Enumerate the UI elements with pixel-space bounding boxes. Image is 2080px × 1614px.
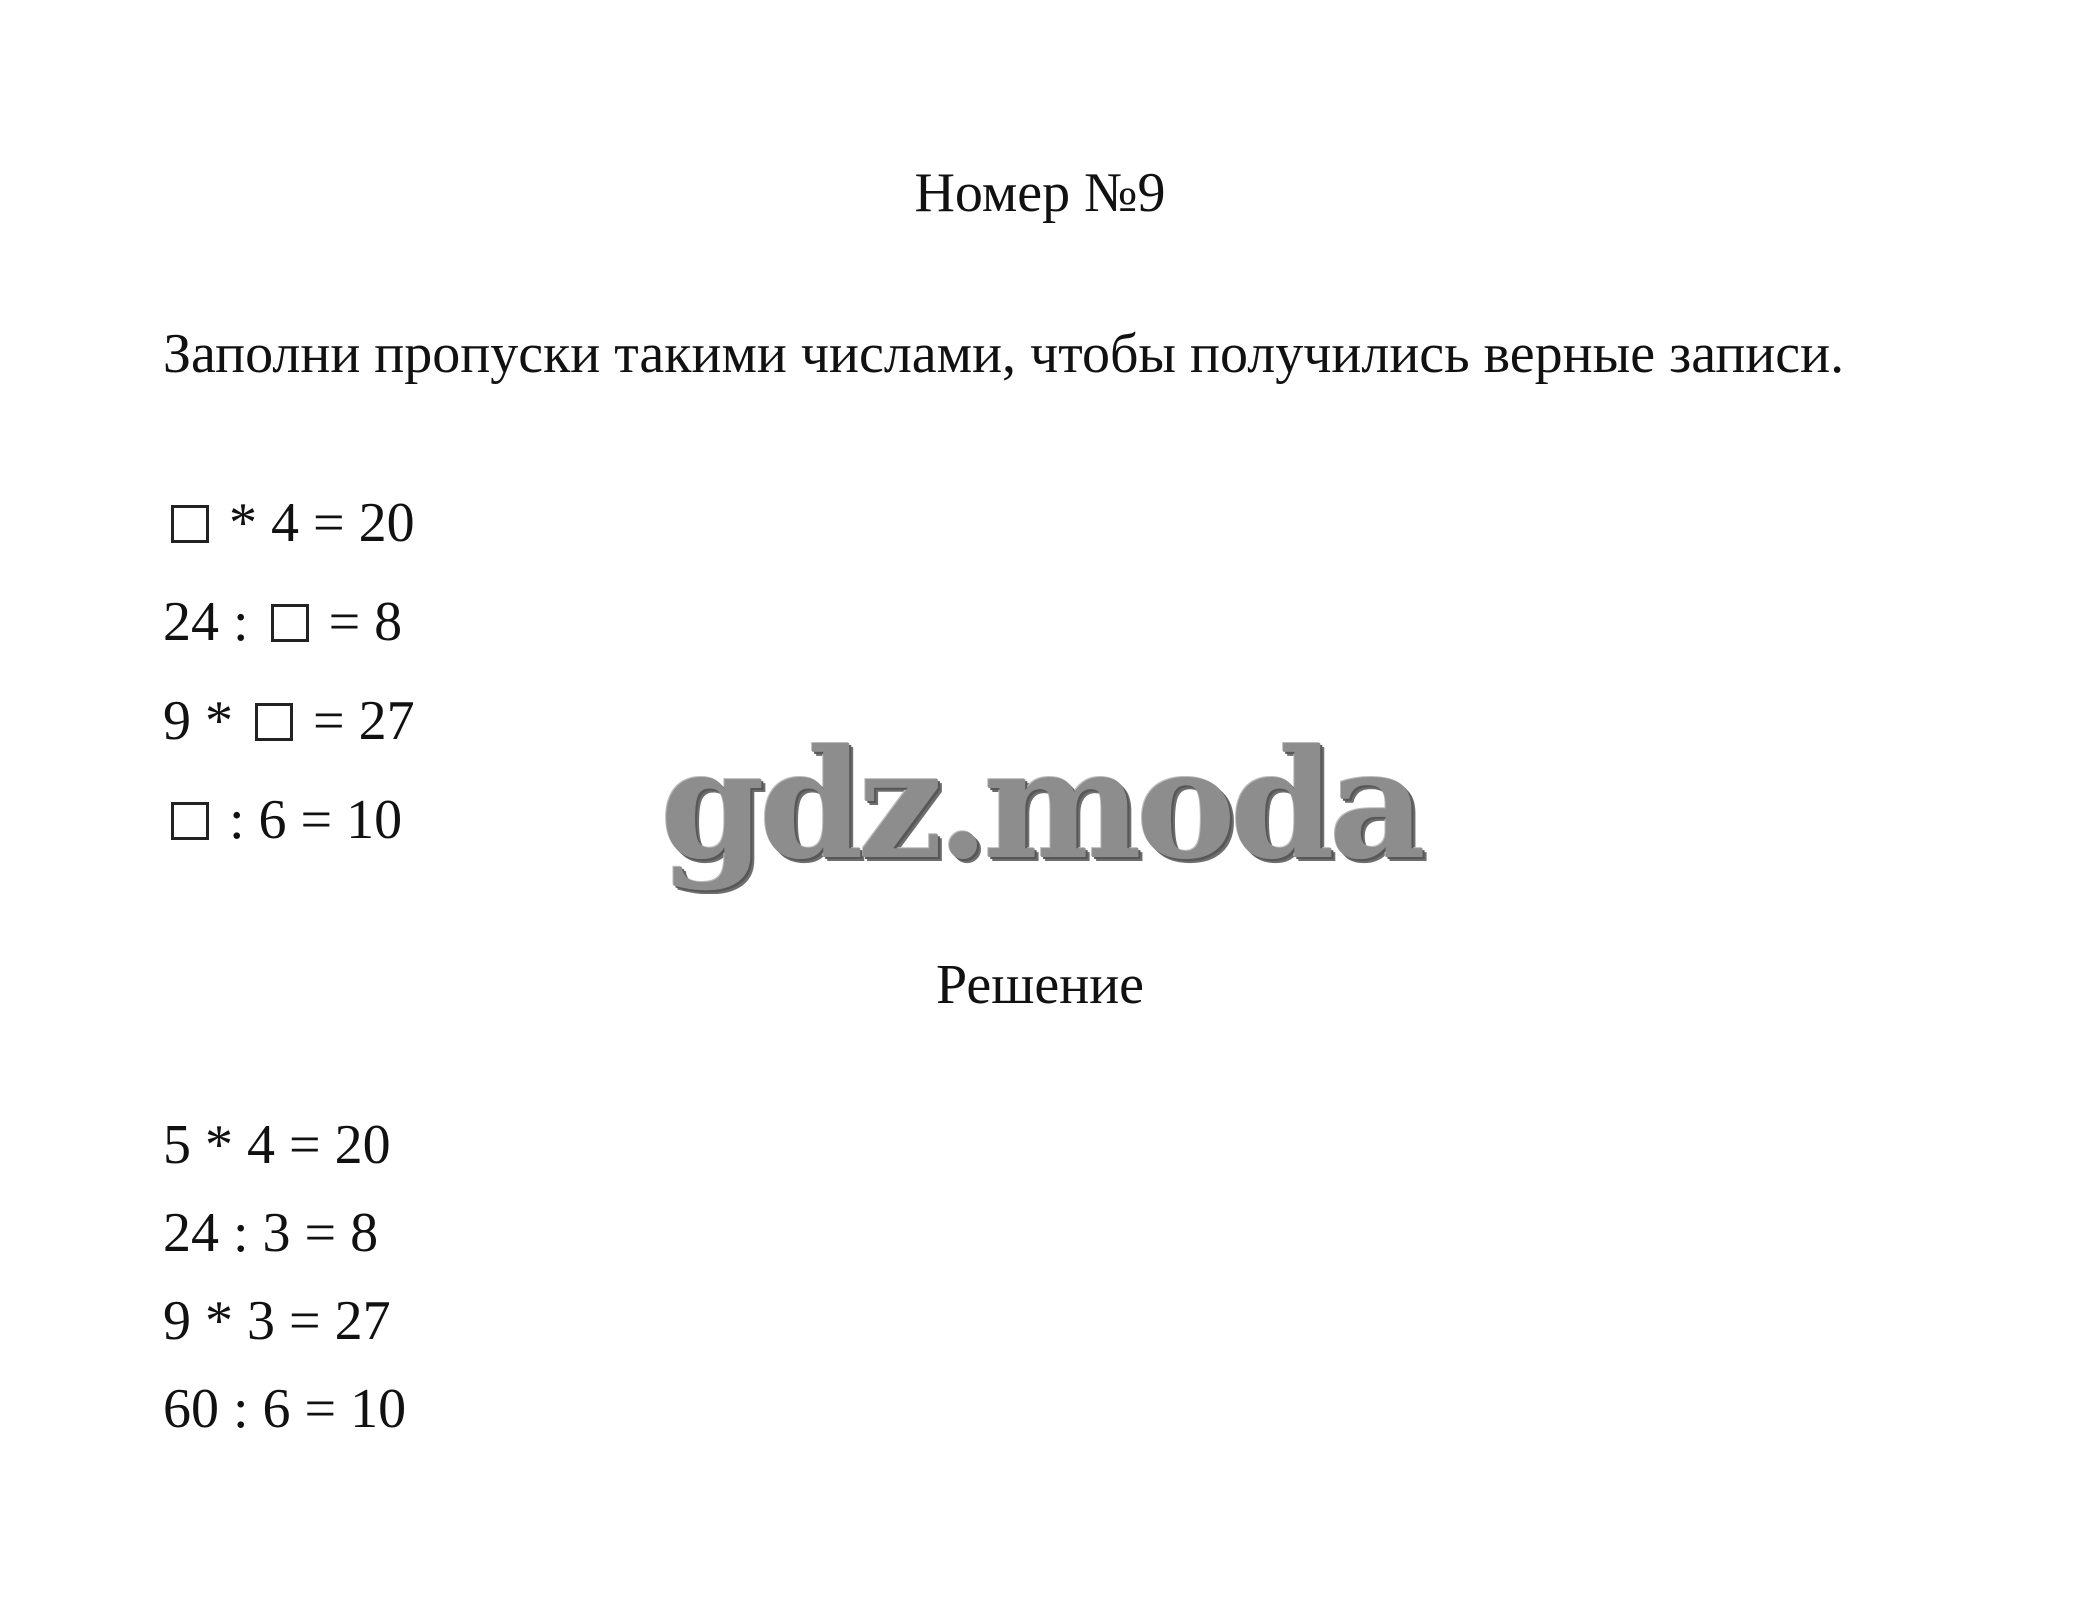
exercise-3 xyxy=(163,690,415,752)
answer-4: 60 : 6 = 10 xyxy=(163,1378,407,1440)
exercise-2-after: = 8 xyxy=(314,591,403,653)
exercise-4 xyxy=(163,789,403,851)
page-title: Номер №9 xyxy=(914,162,1166,224)
blank-box xyxy=(171,505,209,543)
watermark-logo: gdz.moda xyxy=(660,717,1421,893)
exercise-3-after: = 27 xyxy=(299,690,415,752)
task-text: Заполни пропуски такими числами, чтобы получились верные записи. xyxy=(163,323,1845,385)
blank-box xyxy=(171,802,209,840)
exercise-4-after: : 6 = 10 xyxy=(215,789,403,851)
exercise-2-before: 24 : xyxy=(163,591,263,653)
blank-box xyxy=(271,604,309,642)
exercise-1-after: * 4 = 20 xyxy=(215,492,415,554)
answer-2: 24 : 3 = 8 xyxy=(163,1202,379,1264)
answer-1: 5 * 4 = 20 xyxy=(163,1114,391,1176)
solution-title: Решение xyxy=(935,954,1145,1016)
exercise-3-before: 9 * xyxy=(163,690,247,752)
answer-3: 9 * 3 = 27 xyxy=(163,1290,391,1352)
blank-box xyxy=(255,703,293,741)
exercise-1 xyxy=(163,492,415,554)
exercise-2 xyxy=(163,591,403,653)
